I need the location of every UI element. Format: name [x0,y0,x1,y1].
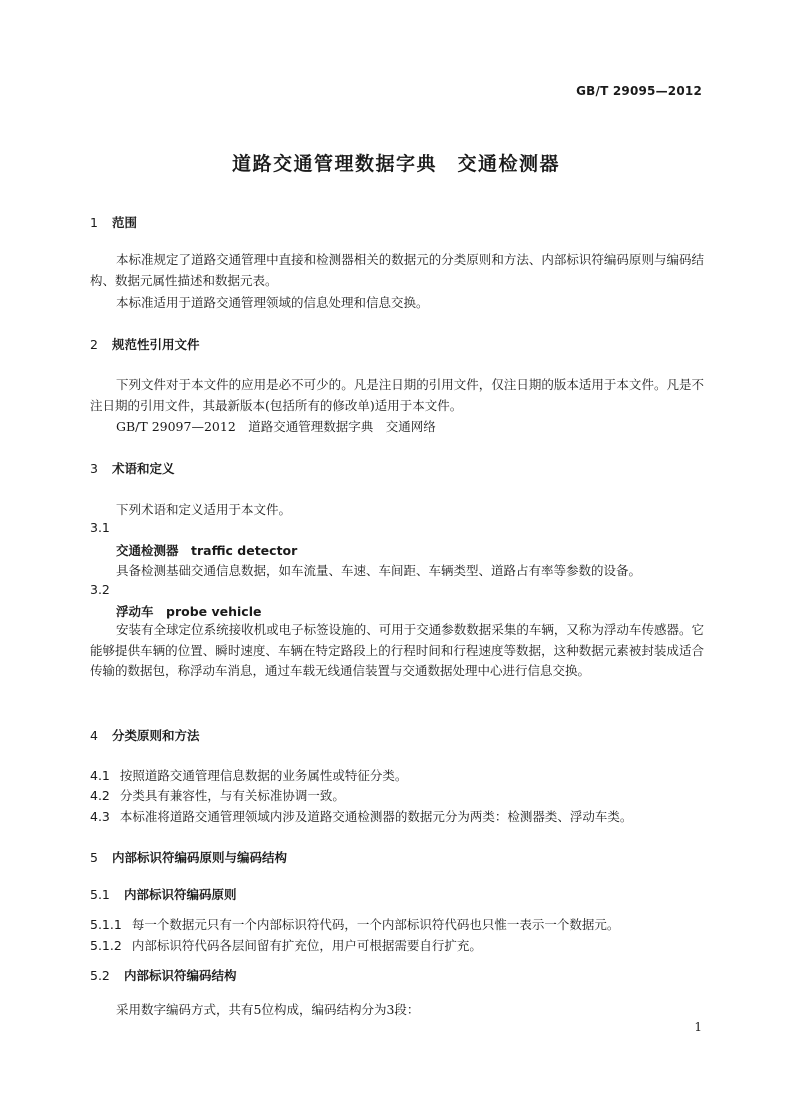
item-number: 5.1.1 [90,917,122,932]
section-title: 内部标识符编码结构 [124,968,237,983]
section-5-paragraph: 采用数字编码方式，共有5位构成，编码结构分为3段： [116,1002,420,1017]
section-1-heading [90,213,137,231]
section-number: 5.1 [90,887,110,902]
section-3-intro: 下列术语和定义适用于本文件。 [116,502,292,517]
section-3-heading [90,459,175,477]
list-item [90,936,482,954]
section-2-paragraph: 下列文件对于本文件的应用是必不可少的。凡是注日期的引用文件，仅注日期的版本适用于本文件。凡是不注日期的引用文件，其最新版本(包括所有的修改单)适用于本文件。 [90,377,704,413]
section-4-heading [90,726,200,744]
section-number: 3 [90,461,98,476]
item-text: 每一个数据元只有一个内部标识符代码，一个内部标识符代码也只惟一表示一个数据元。 [131,917,620,932]
section-number: 2 [90,337,98,352]
list-item [90,766,407,784]
standard-code: GB/T 29095—2012 [576,84,702,98]
section-title: 分类原则和方法 [112,728,200,743]
list-item [90,915,619,933]
section-title: 内部标识符编码原则与编码结构 [112,850,288,865]
item-text: 分类具有兼容性，与有关标准协调一致。 [119,788,345,803]
section-1-paragraph-1: 本标准规定了道路交通管理中直接和检测器相关的数据元的分类原则和方法、内部标识符编码原则与编码结构、数据元属性描述和数据元表。 [90,252,704,288]
section-2-heading [90,335,200,353]
section-title: 内部标识符编码原则 [124,887,237,902]
term-number: 3.1 [90,520,110,535]
subsection-5-1-heading [90,885,237,903]
term-number: 3.2 [90,582,110,597]
item-text: 按照道路交通管理信息数据的业务属性或特征分类。 [119,768,408,783]
item-number: 5.1.2 [90,938,122,953]
item-text: 内部标识符代码各层间留有扩充位，用户可根据需要自行扩充。 [131,938,482,953]
section-number: 5 [90,850,98,865]
term-definition: 安装有全球定位系统接收机或电子标签设施的、可用于交通参数数据采集的车辆，又称为浮动车传感器。它能够提供车辆的位置、瞬时速度、车辆在特定路段上的行程时间和行程速度等数据，这种数据元素被封装成适合传输的数据包，称浮动车消息，通过车载无线通信装置与交通数据处理中心进行信息交换。 [90,622,704,678]
item-text: 本标准将道路交通管理领域内涉及道路交通检测器的数据元分为两类：检测器类、浮动车类。 [119,809,633,824]
section-title: 规范性引用文件 [112,337,200,352]
list-item [90,807,632,825]
item-number: 4.3 [90,809,110,824]
section-1-paragraph-2: 本标准适用于道路交通管理领域的信息处理和信息交换。 [116,295,429,310]
page-number: 1 [694,1020,702,1034]
item-number: 4.2 [90,788,110,803]
section-title: 术语和定义 [112,461,175,476]
section-number: 5.2 [90,968,110,983]
section-number: 1 [90,215,98,230]
term-name: 浮动车 probe vehicle [116,604,262,619]
normative-reference: GB/T 29097—2012 道路交通管理数据字典 交通网络 [116,419,436,434]
term-name: 交通检测器 traffic detector [116,543,298,558]
item-number: 4.1 [90,768,110,783]
section-number: 4 [90,728,98,743]
section-title: 范围 [112,215,138,230]
document-title: 道路交通管理数据字典 交通检测器 [231,153,560,175]
term-definition: 具备检测基础交通信息数据，如车流量、车速、车间距、车辆类型、道路占有率等参数的设备。 [116,563,642,578]
subsection-5-2-heading [90,966,237,984]
list-item [90,786,345,804]
section-5-heading [90,848,287,866]
